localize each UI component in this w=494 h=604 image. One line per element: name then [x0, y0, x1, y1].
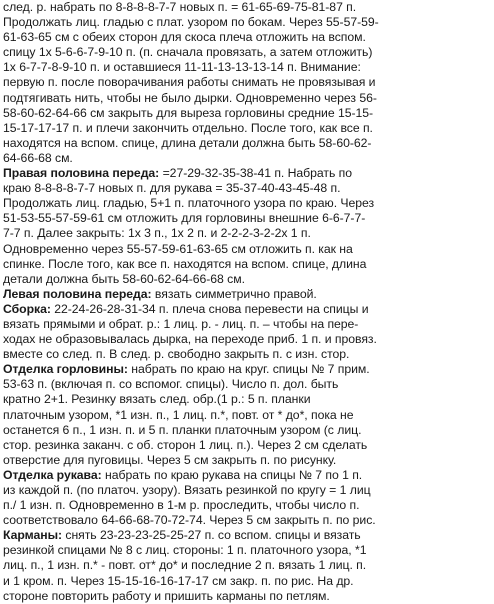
text-line [3, 60, 491, 75]
line-text: вместе со след. п. В след. р. свободно закрыть п. с изн. стор. [3, 347, 350, 362]
line-text: Продолжать лиц. гладью с плат. узором по бокам. Через 55-57-59- [3, 15, 379, 30]
section-heading: Левая половина переда: [3, 286, 152, 301]
section-heading: Отделка рукава: [3, 467, 102, 482]
line-text: 58-60-62-64-66 см закрыть для выреза горловины средние 15-15- [3, 105, 374, 120]
text-line [3, 543, 491, 558]
line-text: вязать симметрично правой. [151, 286, 317, 301]
line-text: находятся на вспом. спице, длина детали должна быть 58-60-62- [3, 135, 372, 150]
text-line [3, 30, 491, 45]
text-line [3, 468, 491, 483]
text-line [3, 226, 491, 241]
line-text: резинкой спицами № 8 с лиц. стороны: 1 п. платочного узора, *1 [3, 543, 367, 558]
text-line [3, 181, 491, 196]
text-line [3, 574, 491, 589]
text-line [3, 151, 491, 166]
text-line [3, 196, 491, 211]
line-text: спицу 1х 5-6-6-7-9-10 п. (п. сначала провязать, а затем отложить) [3, 45, 373, 60]
text-line [3, 332, 491, 347]
line-text: Одновременно через 55-57-59-61-63-65 см отложить п. как на [3, 241, 353, 256]
text-line [3, 121, 491, 136]
line-text: 1х 6-7-7-8-9-10 п. и оставшиеся 11-11-13-13-13-14 п. Внимание: [3, 60, 361, 75]
text-line [3, 558, 491, 573]
line-text: кратно 2+1. Резинку вязать след. обр.(1 р.: 5 п. планки [3, 392, 311, 407]
line-text: п./ 1 изн. п. Одновременно в 1-м р. проследить, чтобы число п. [3, 498, 360, 513]
text-line [3, 438, 491, 453]
line-text: подтягивать нить, чтобы не было дырки. Одновременно через 56- [3, 90, 377, 105]
text-line [3, 45, 491, 60]
line-text: платочным узором, *1 изн. п., 1 лиц. п.*, повт. от * до*, пока не [3, 407, 354, 422]
section-heading: Правая половина переда: [3, 166, 160, 181]
line-text: спинке. После того, как все п. находятся на вспом. спице, длина [3, 256, 367, 271]
line-text: набрать по краю на круг. спицы № 7 прим. [127, 362, 370, 377]
text-line [3, 392, 491, 407]
line-text: останется 6 п., 1 изн. п. и 5 п. планки платочным узором (с лиц. [3, 422, 362, 437]
text-line [3, 257, 491, 272]
text-line [3, 242, 491, 257]
text-line [3, 287, 491, 302]
line-text: след. р. набрать по 8-8-8-8-7-7 новых п. = 61-65-69-75-81-87 п. [3, 0, 357, 14]
text-line [3, 589, 491, 604]
text-line [3, 211, 491, 226]
text-line [3, 453, 491, 468]
line-text: Продолжать лиц. гладью, 5+1 п. платочного узора по краю. Через [3, 196, 375, 211]
text-line [3, 528, 491, 543]
text-line [3, 362, 491, 377]
line-text: 15-17-17-17 п. и плечи закончить отдельно. После того, как все п. [3, 120, 373, 135]
line-text: 61-63-65 см с обеих сторон для скоса плеча отложить на вспом. [3, 30, 366, 45]
line-text: детали должна быть 58-60-62-64-66-68 см. [3, 271, 245, 286]
text-line [3, 347, 491, 362]
line-text: ходах не образовывалась дырка, на переходе приб. 1 п. и провяз. [3, 332, 377, 347]
line-text: отверстие для пуговицы. Через 5 см закрыть п. по рисунку. [3, 452, 337, 467]
text-line [3, 15, 491, 30]
section-heading: Сборка: [3, 301, 51, 316]
text-line [3, 483, 491, 498]
text-line [3, 75, 491, 90]
line-text: вязать прямыми и обрат. р.: 1 лиц. р. - лиц. п. – чтобы на пере- [3, 316, 359, 331]
text-line [3, 498, 491, 513]
line-text: 51-53-55-57-59-61 см отложить для горловины внешние 6-6-7-7- [3, 211, 366, 226]
line-text: стороне повторить работу и пришить карманы по петлям. [3, 588, 330, 603]
text-line [3, 136, 491, 151]
line-text: соответствовало 64-66-68-70-72-74. Через 5 см закрыть п. по рис. [3, 513, 376, 528]
text-line [3, 106, 491, 121]
text-line [3, 513, 491, 528]
line-text: =27-29-32-35-38-41 п. Набрать по [159, 166, 352, 181]
text-line [3, 408, 491, 423]
line-text: 64-66-68 см. [3, 150, 73, 165]
line-text: 22-24-26-28-31-34 п. плеча снова перевести на спицы и [50, 301, 369, 316]
text-line [3, 423, 491, 438]
line-text: 7-7 п. Далее закрыть: 1х 3 п., 1х 2 п. и 2-2-2-3-2-2х 1 п. [3, 226, 311, 241]
line-text: и 1 кром. п. Через 15-15-16-16-17-17 см закр. п. по рис. На др. [3, 573, 354, 588]
section-heading: Карманы: [3, 528, 63, 543]
line-text: набрать по краю рукава на спицы № 7 по 1 п. [101, 467, 363, 482]
line-text: первую п. после поворачивания работы снимать не провязывая и [3, 75, 376, 90]
text-line [3, 272, 491, 287]
text-line [3, 91, 491, 106]
text-line [3, 166, 491, 181]
line-text: снять 23-23-23-25-25-27 п. со вспом. спицы и вязать [62, 528, 361, 543]
section-heading: Отделка горловины: [3, 362, 128, 377]
line-text: краю 8-8-8-8-7-7 новых п. для рукава = 35-37-40-43-45-48 п. [3, 181, 341, 196]
line-text: стор. резинка заканч. с об. сторон 1 лиц. п.). Через 2 см сделать [3, 437, 368, 452]
line-text: лиц. п., 1 изн. п.* - повт. от* до* и последние 2 п. вязать 1 лиц. п. [3, 558, 367, 573]
line-text: из каждой п. (по платоч. узору). Вязать резинкой по кругу = 1 лиц [3, 483, 371, 497]
text-line [3, 302, 491, 317]
text-line [3, 317, 491, 332]
text-line [3, 377, 491, 392]
knitting-instructions-text [3, 0, 491, 604]
text-line [3, 0, 491, 15]
line-text: 53-63 п. (включая п. со вспомог. спицы). Число п. дол. быть [3, 377, 339, 392]
